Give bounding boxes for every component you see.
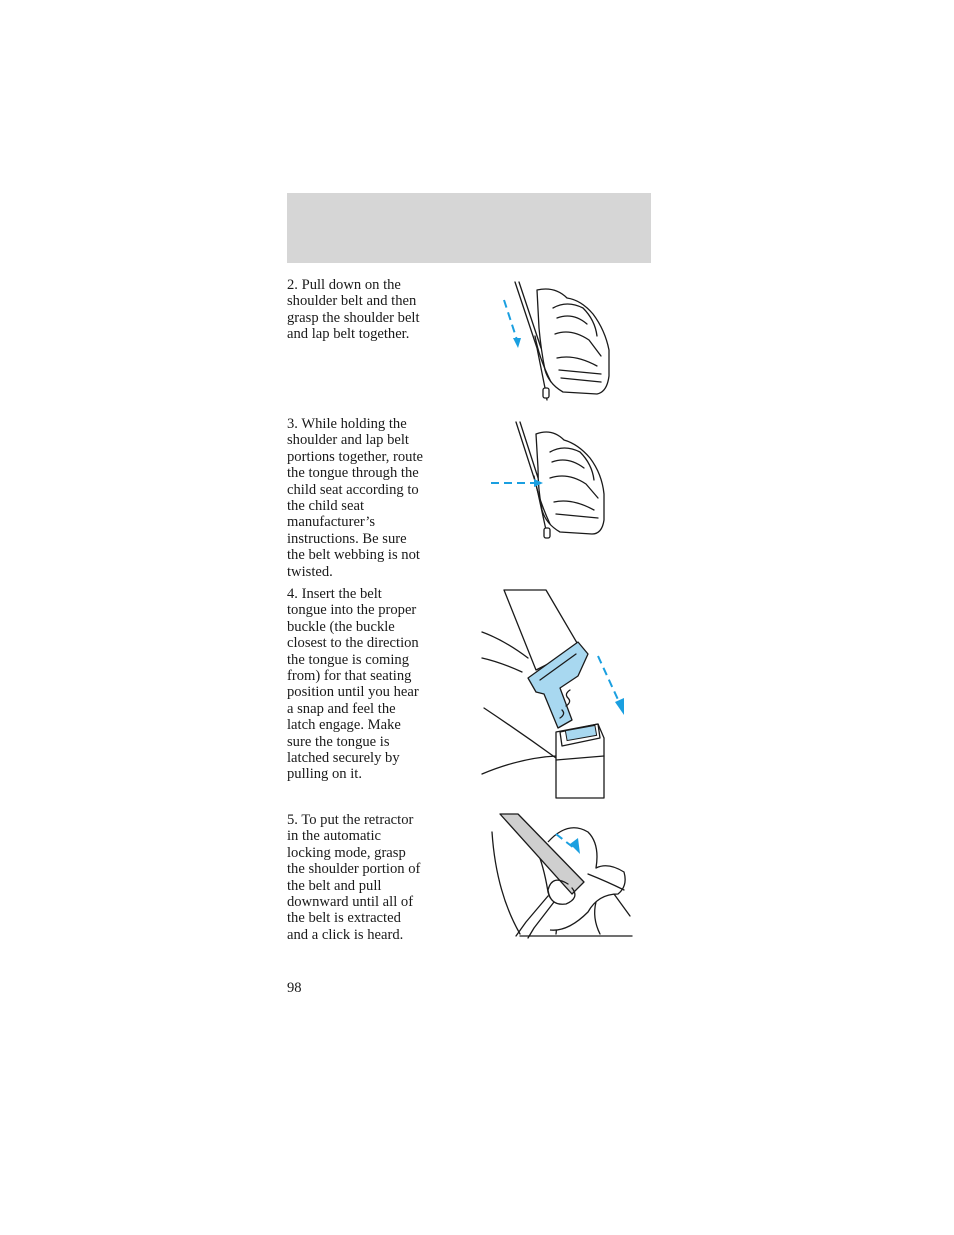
step-4-text: 4. Insert the belt tongue into the proper buckle (the buckle closest to the direction the tongue is coming from) for that seating position until you hear a snap and feel the latch engage. Make sure the tongue is latched securely by pulling on it.: [287, 586, 419, 783]
page-number: 98: [287, 980, 302, 996]
step-3-text: 3. While holding the shoulder and lap belt portions together, route the tongue through the child seat according to the child seat manufacturer’s instructions. Be sure the belt webbing is not twisted.: [287, 416, 423, 580]
child-seat-shoulder-belt-pull-illustration: [497, 278, 617, 403]
step-5-text: 5. To put the retractor in the automatic locking mode, grasp the shoulder portion of the belt and pull downward until all of the belt is extracted and a click is heard.: [287, 812, 421, 943]
child-seat-tongue-route-illustration: [488, 418, 610, 543]
step-2-text: 2. Pull down on the shoulder belt and then grasp the shoulder belt and lap belt together.: [287, 277, 420, 343]
belt-buckle-insert-illustration: [480, 588, 630, 798]
header-band: [287, 193, 651, 263]
retractor-locking-illustration: [488, 812, 636, 940]
